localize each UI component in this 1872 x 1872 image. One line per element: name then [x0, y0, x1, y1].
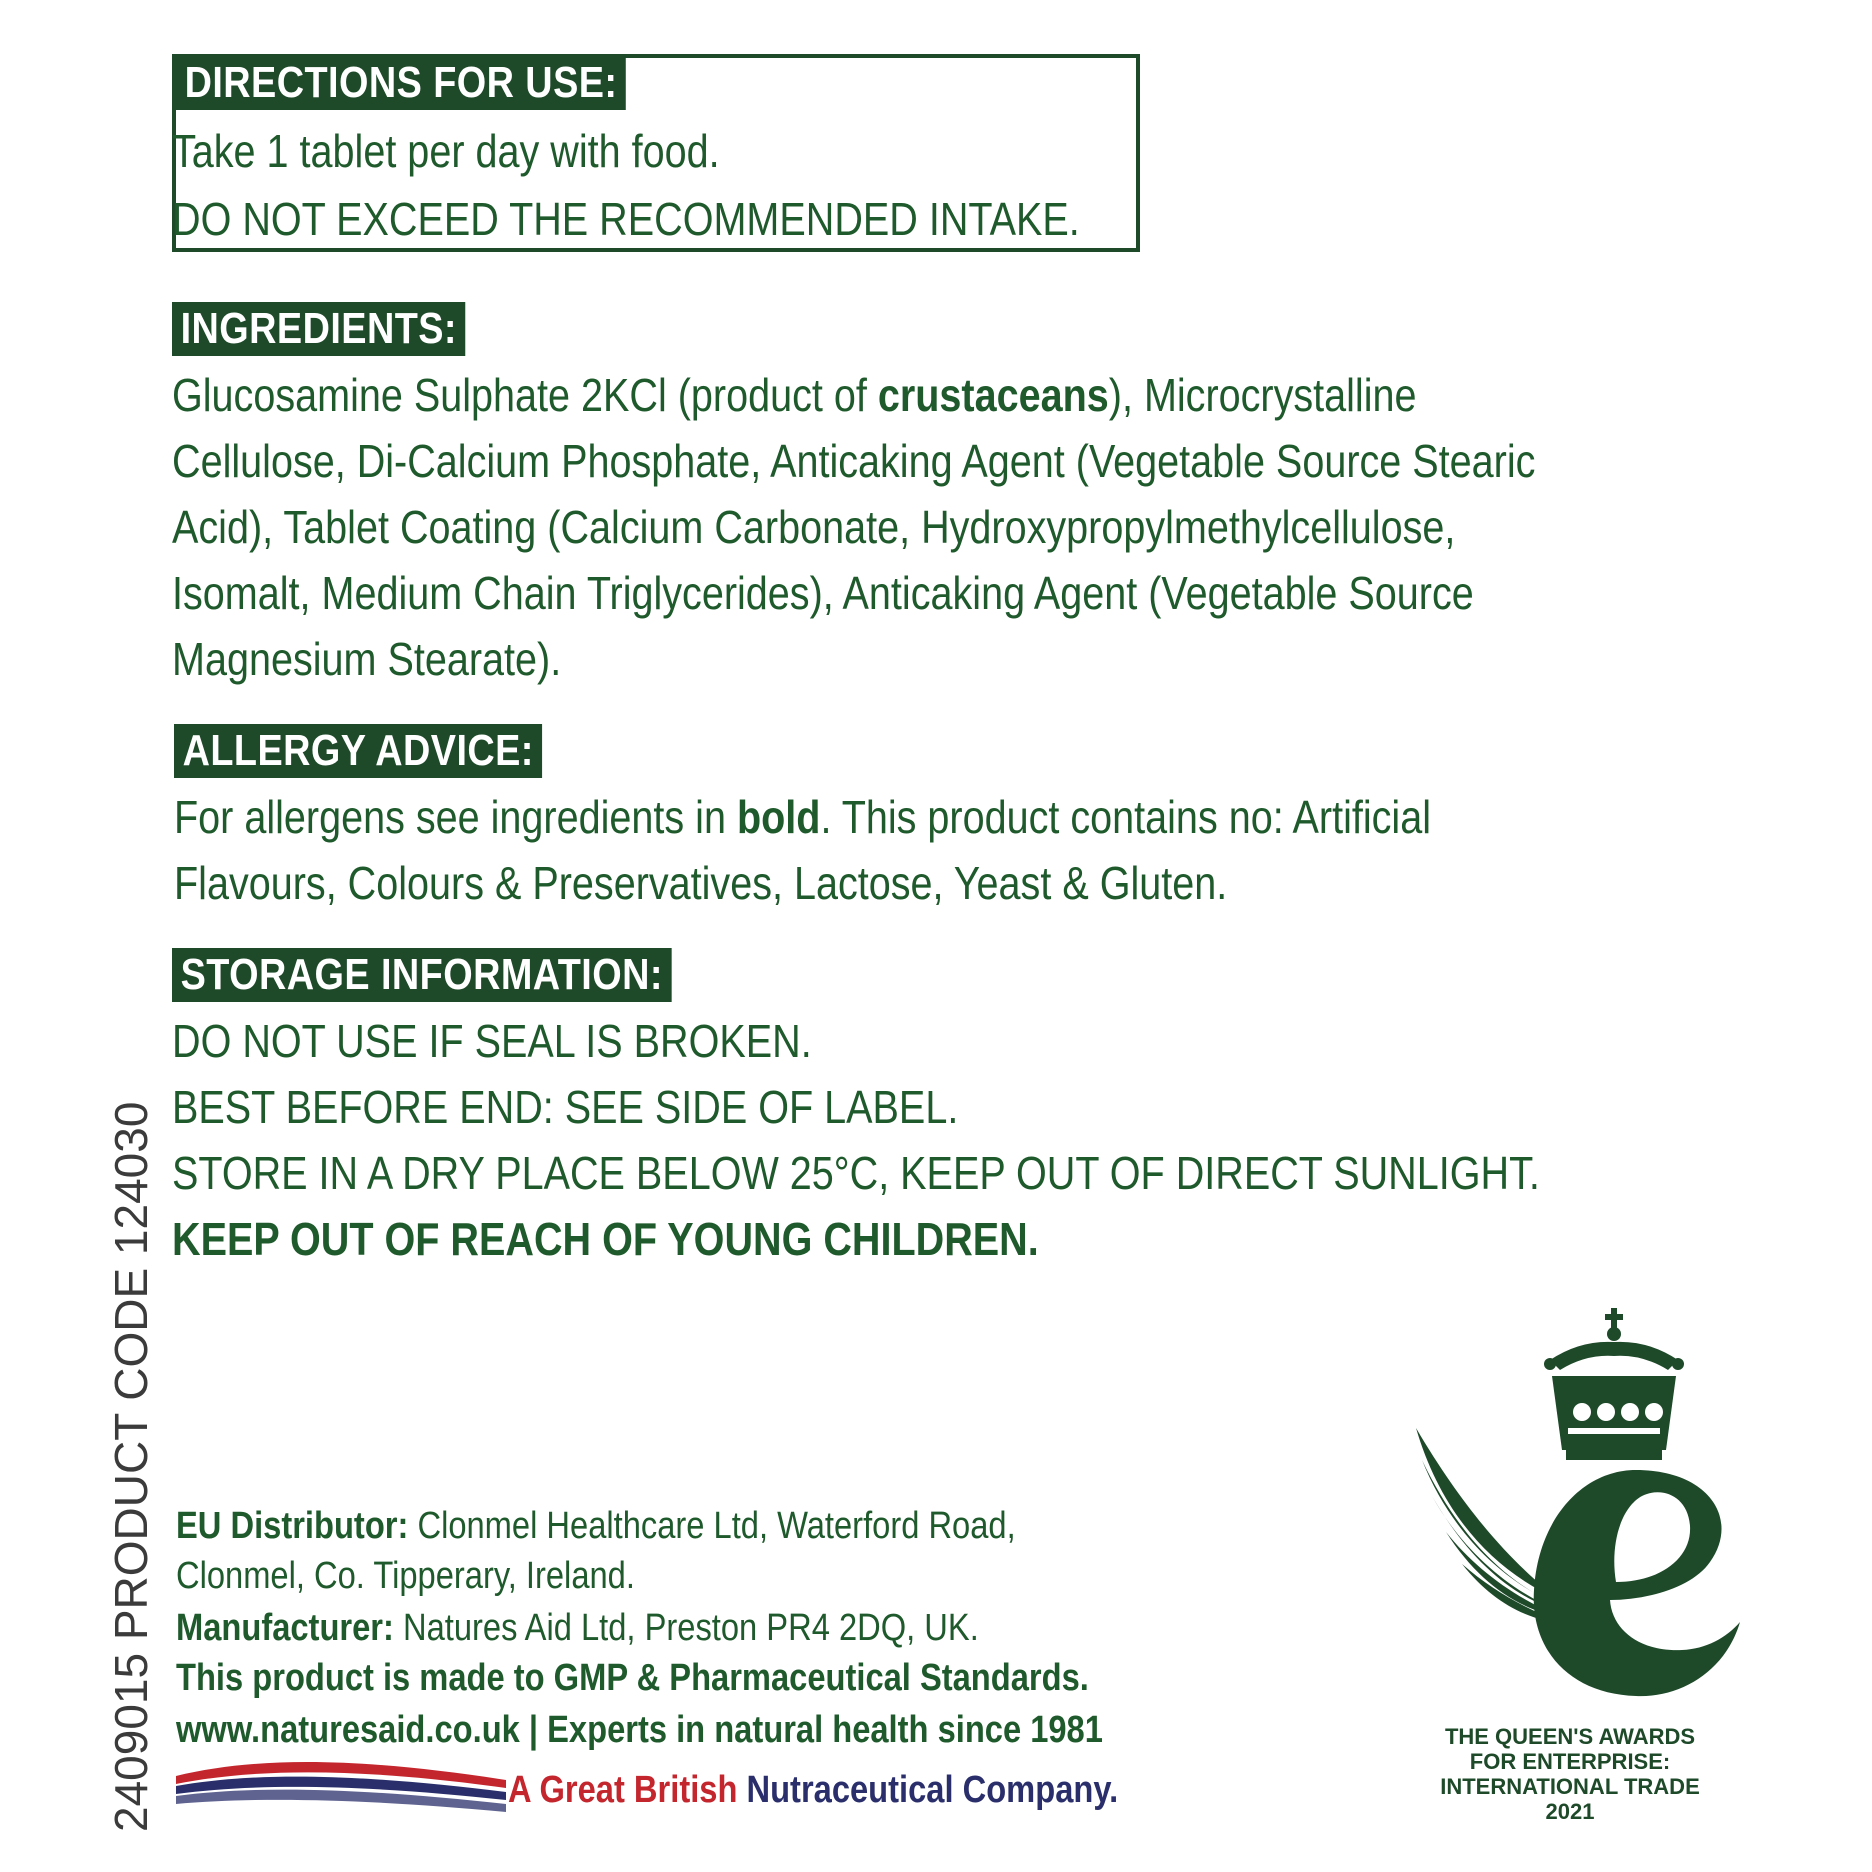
footer-eu-distributor	[176, 1500, 1016, 1552]
product-code: 2409015 PRODUCT CODE 124030	[105, 1101, 157, 1832]
allergy-line-2: Flavours, Colours & Preservatives, Lactose, Yeast & Gluten.	[174, 857, 1228, 909]
allergy-text: For allergens see ingredients in	[174, 791, 737, 843]
eu-text: Clonmel Healthcare Ltd, Waterford Road,	[408, 1505, 1016, 1547]
tagline-navy: Nutraceutical Company.	[737, 1769, 1119, 1811]
footer-manufacturer	[176, 1602, 979, 1654]
ingredients-line-1	[172, 362, 1417, 428]
ingredients-text: ), Microcrystalline	[1108, 369, 1417, 421]
ingredients-line-3: Acid), Tablet Coating (Calcium Carbonate, Hydroxypropylmethylcellulose,	[172, 501, 1456, 553]
storage-header: STORAGE INFORMATION:	[172, 948, 671, 1002]
ingredients-line-2: Cellulose, Di-Calcium Phosphate, Anticaking Agent (Vegetable Source Stearic	[172, 435, 1536, 487]
allergen-bold: crustaceans	[877, 369, 1109, 421]
tagline-red: A Great British	[508, 1769, 738, 1811]
storage-line-1: DO NOT USE IF SEAL IS BROKEN.	[172, 1015, 812, 1067]
award-line-4: 2021	[1545, 1799, 1595, 1824]
directions-line-2: DO NOT EXCEED THE RECOMMENDED INTAKE.	[172, 193, 1080, 245]
ingredients-line-5: Magnesium Stearate).	[172, 633, 562, 685]
ingredients-text: Glucosamine Sulphate 2KCl (product of	[172, 369, 878, 421]
footer-website[interactable]: www.naturesaid.co.uk | Experts in natural health since 1981	[176, 1709, 1103, 1751]
directions-header: DIRECTIONS FOR USE:	[176, 56, 626, 110]
footer-eu-address: Clonmel, Co. Tipperary, Ireland.	[176, 1555, 635, 1597]
manufacturer-label: Manufacturer:	[176, 1607, 394, 1649]
directions-line-1: Take 1 tablet per day with food.	[172, 125, 720, 177]
allergy-text: . This product contains no: Artificial	[820, 791, 1431, 843]
storage-line-3: STORE IN A DRY PLACE BELOW 25°C, KEEP OUT OF DIRECT SUNLIGHT.	[172, 1147, 1540, 1199]
award-line-3: INTERNATIONAL TRADE	[1440, 1774, 1700, 1799]
allergy-line-1	[174, 784, 1431, 850]
award-line-1: THE QUEEN'S AWARDS	[1444, 1724, 1696, 1749]
queens-award-emblem-icon	[1410, 1300, 1750, 1720]
manufacturer-text: Natures Aid Ltd, Preston PR4 2DQ, UK.	[393, 1607, 979, 1649]
allergy-header: ALLERGY ADVICE:	[174, 724, 542, 778]
eu-label: EU Distributor:	[176, 1505, 409, 1547]
footer-tagline	[508, 1764, 1118, 1816]
union-flag-swoosh-icon	[176, 1758, 506, 1820]
storage-line-2: BEST BEFORE END: SEE SIDE OF LABEL.	[172, 1081, 959, 1133]
award-line-2: FOR ENTERPRISE:	[1469, 1749, 1671, 1774]
ingredients-header: INGREDIENTS:	[172, 302, 466, 356]
storage-line-4: KEEP OUT OF REACH OF YOUNG CHILDREN.	[172, 1213, 1039, 1265]
ingredients-line-4: Isomalt, Medium Chain Triglycerides), Anticaking Agent (Vegetable Source	[172, 567, 1474, 619]
footer-gmp: This product is made to GMP & Pharmaceutical Standards.	[176, 1657, 1089, 1699]
allergy-bold: bold	[736, 791, 821, 843]
